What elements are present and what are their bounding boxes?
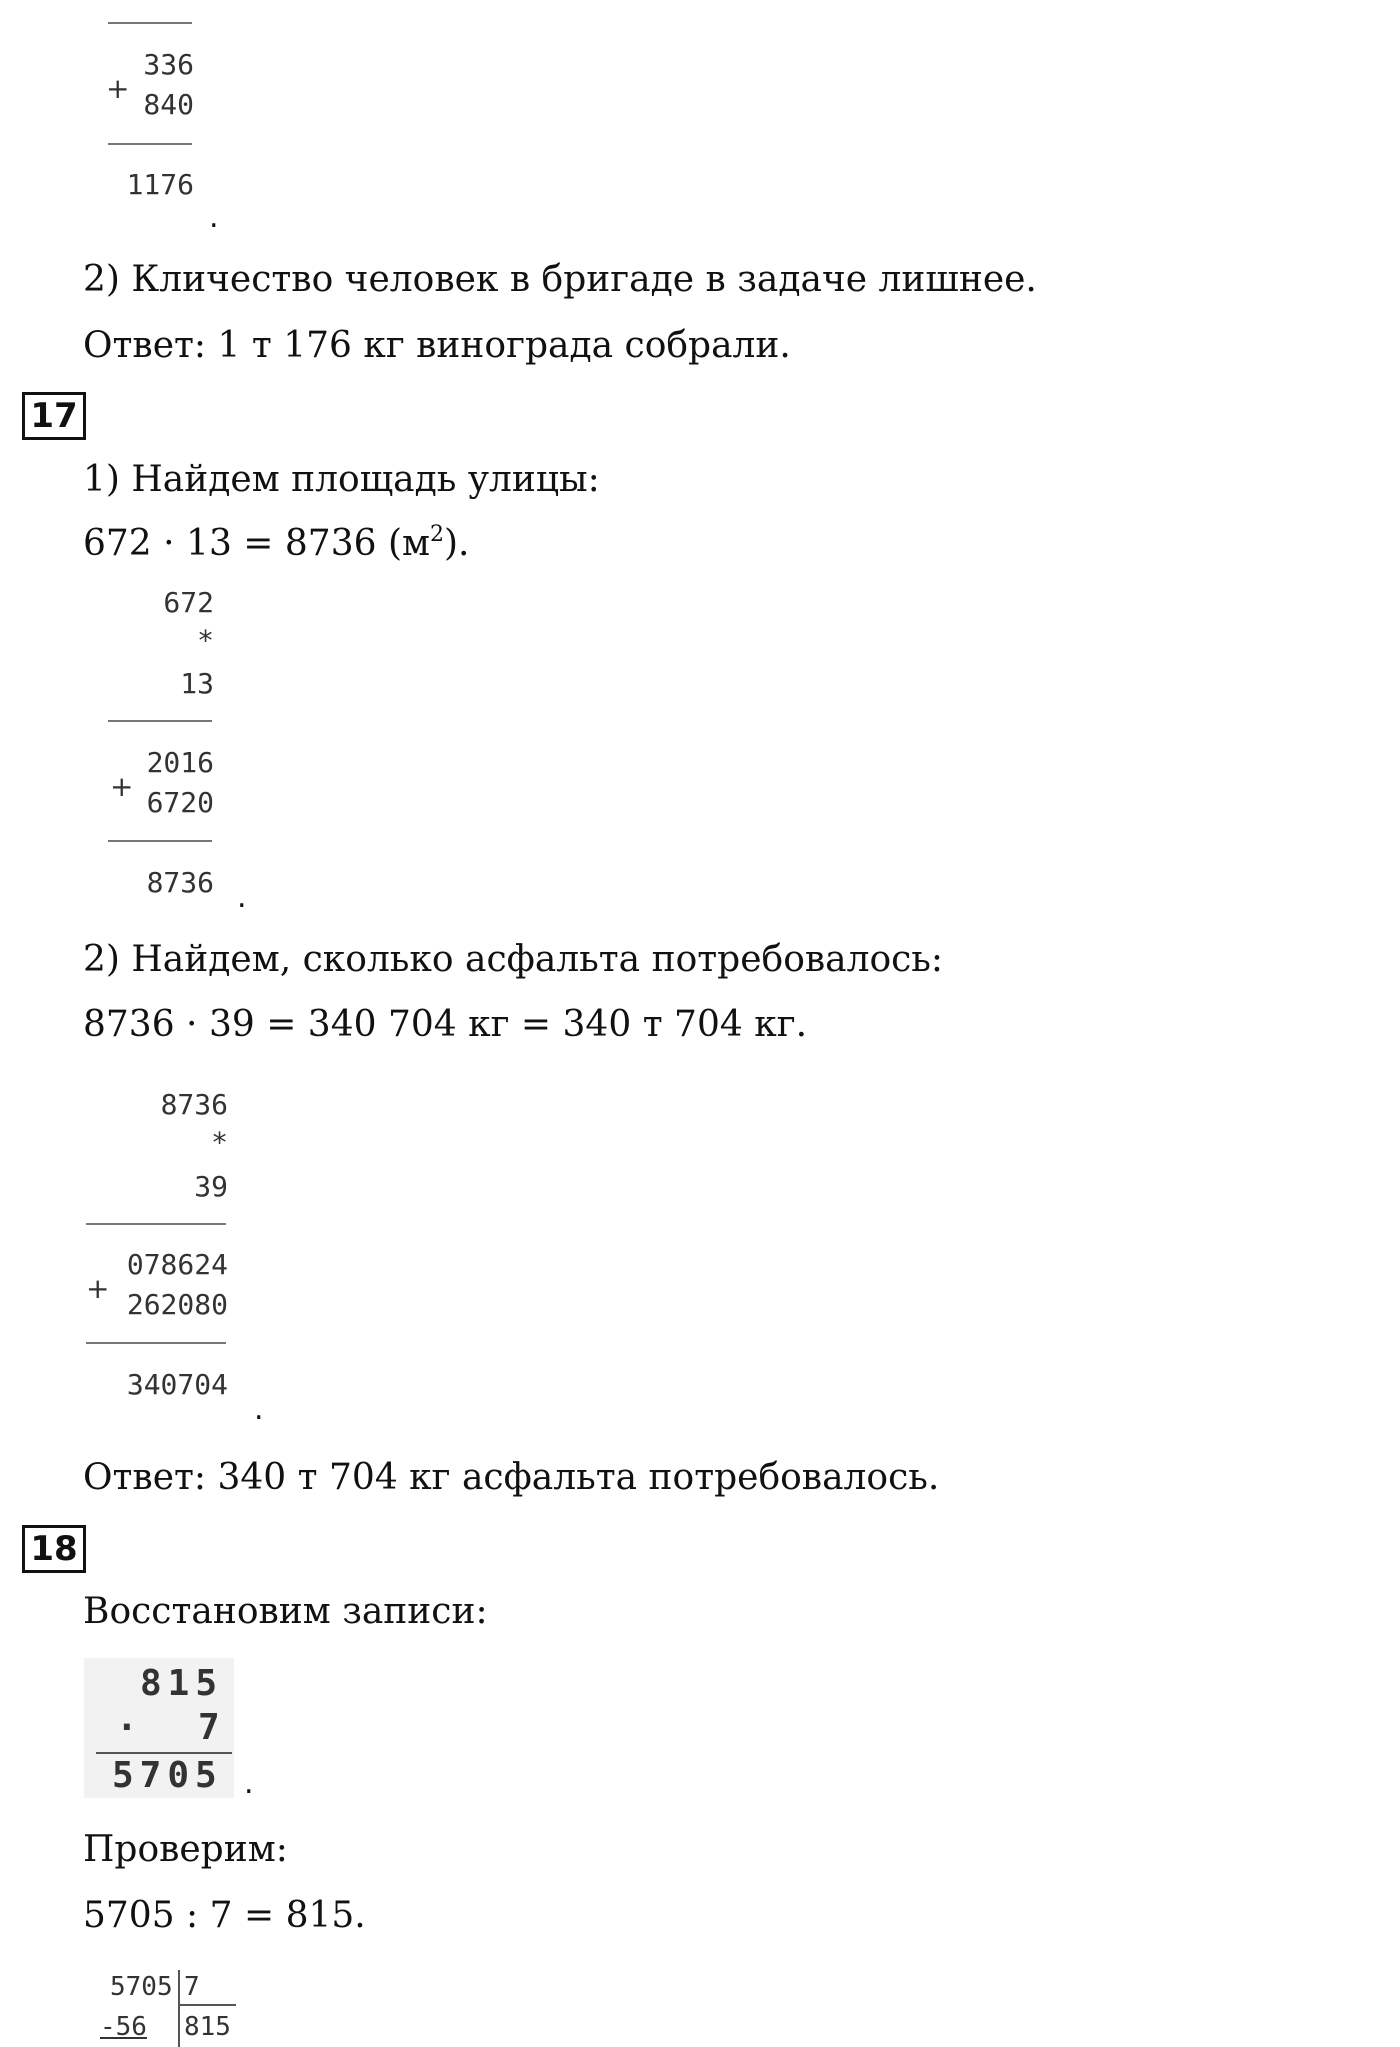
calc2-p1: 078624 <box>126 1248 228 1281</box>
calc1-period: . <box>237 880 247 915</box>
text-extra-data: 2) Кличество человек в бригаде в задаче лишнее. <box>83 259 1037 300</box>
calc2-period: . <box>254 1392 264 1427</box>
div-divisor: 7 <box>184 1972 200 2002</box>
top-calc-row1: 336 <box>143 48 194 81</box>
task-18-check: Проверим: <box>83 1829 288 1870</box>
top-calc-plus: + <box>106 72 130 105</box>
calc1-op: * <box>197 624 214 657</box>
calc1-p1: 2016 <box>146 746 214 779</box>
mult-a: 815 <box>140 1663 224 1704</box>
top-line-1 <box>108 22 192 24</box>
calc2-op: * <box>211 1126 228 1159</box>
div-hline <box>180 2004 236 2006</box>
top-calc-result: 1176 <box>126 168 194 201</box>
mult-result: 5705 <box>112 1755 223 1796</box>
task-18-number: 18 <box>22 1525 86 1573</box>
calc2-a: 8736 <box>160 1088 228 1121</box>
task-17-eq2: 8736 · 39 = 340 704 кг = 340 т 704 кг. <box>83 1004 808 1045</box>
div-quotient: 815 <box>184 2012 231 2042</box>
calc2-plus: + <box>86 1272 110 1305</box>
calc1-p2: 6720 <box>146 786 214 819</box>
calc1-a: 672 <box>163 586 214 619</box>
calc2-line-1 <box>86 1223 226 1225</box>
div-vline <box>178 1970 180 2047</box>
task-17-eq1: 672 · 13 = 8736 $(м^2)$. <box>83 522 470 564</box>
task-17-answer: Ответ: 340 т 704 кг асфальта потребовалось. <box>83 1457 940 1498</box>
task-17-number: 17 <box>22 392 86 440</box>
calc1-plus: + <box>110 770 134 803</box>
task-17-step2: 2) Найдем, сколько асфальта потребовалось: <box>83 939 944 980</box>
calc2-p2: 262080 <box>126 1288 228 1321</box>
calc1-b: 13 <box>180 667 214 700</box>
mult-line <box>96 1752 232 1754</box>
mult-period: . <box>244 1766 254 1801</box>
top-calc-row2: 840 <box>143 88 194 121</box>
calc2-result: 340704 <box>126 1368 228 1401</box>
top-calc-period: . <box>209 200 219 235</box>
calc2-b: 39 <box>194 1170 228 1203</box>
calc2-line-2 <box>86 1342 226 1344</box>
task-18-eq: 5705 : 7 = 815. <box>83 1895 366 1936</box>
div-dividend: 5705 <box>110 1972 173 2002</box>
div-sub: -56 <box>100 2012 147 2042</box>
answer-1: Ответ: 1 т 176 кг винограда собрали. <box>83 325 791 366</box>
mult-b: 7 <box>198 1707 226 1748</box>
top-line-2 <box>108 143 192 145</box>
calc1-result: 8736 <box>146 866 214 899</box>
calc1-line-1 <box>108 720 212 722</box>
mult-op: · <box>116 1707 144 1748</box>
task-18-intro: Восстановим записи: <box>83 1591 488 1632</box>
calc1-line-2 <box>108 840 212 842</box>
task-17-step1: 1) Найдем площадь улицы: <box>83 459 600 500</box>
